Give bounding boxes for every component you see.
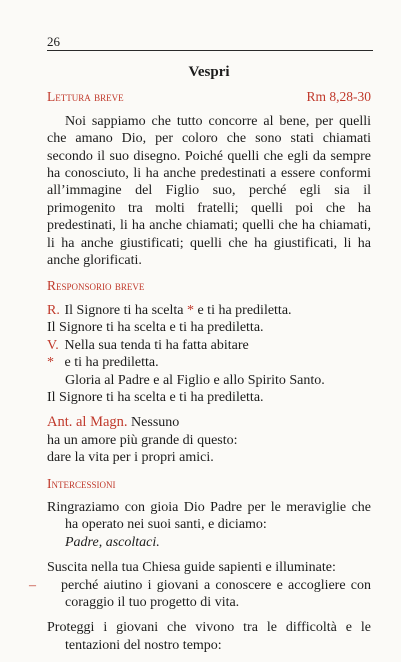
responsorio-line-3-text: Nella sua tenda ti ha fatta abitare (64, 337, 249, 353)
antifona-line-3: dare la vita per i propri amici. (47, 450, 214, 466)
lettura-text: Noi sappiamo che tutto concorre al bene, per quelli che amano Dio, per coloro che sono stati chiamati secondo il suo disegno. Poiché quelli che egli da sempre ha conosciuto, li ha anche predestinati a essere conformi all’immagine del Figlio suo, perché egli sia il primogenito tra molti fratelli; quelli poi che ha predestinati, li ha anche chiamati; quelli che ha chiamati, li ha anche giustificati; quelli che ha giustificati, li ha anche glorificati. (47, 113, 371, 269)
responsorio-line-4-text: e ti ha prediletta. (64, 355, 159, 371)
intercessioni-header (47, 475, 371, 492)
page-content (29, 64, 371, 662)
page-number: 26 (47, 34, 60, 49)
responsorio-text (47, 302, 371, 406)
responsorio-line-1b: e ti ha prediletta. (197, 302, 292, 318)
versicle-symbol: V. (47, 337, 59, 353)
lettura-label: Lettura breve (47, 89, 124, 105)
responsorio-label: Responsorio breve (47, 278, 145, 294)
intercessione-1-response-text: perché aiutino i giovani a conoscere e accogliere con coraggio il tuo progetto di vita. (61, 577, 371, 610)
dash-symbol: – (29, 577, 36, 593)
antifona (47, 414, 371, 466)
header-rule (47, 50, 373, 51)
antifona-line-1-text: Nessuno (131, 415, 180, 431)
intercessioni-response: Padre, ascoltaci. (65, 534, 160, 550)
responsorio-line-1 (47, 302, 371, 319)
responsorio-line-3 (47, 337, 371, 354)
lettura-header (47, 88, 371, 105)
responsorio-header (47, 277, 371, 294)
responsorio-line-1a: Il Signore ti ha scelta (64, 302, 184, 318)
intercessioni-intro: Ringraziamo con gioia Dio Padre per le meraviglie che ha operato nei suoi santi, e diciamo: (47, 499, 371, 533)
star-symbol: * (47, 355, 54, 371)
antifona-line-1 (47, 414, 371, 431)
intercessione-2-text: Proteggi i giovani che vivono tra le difficoltà e le tentazioni del nostro tempo: (47, 620, 371, 653)
star-symbol: * (186, 302, 194, 318)
intercessione-1-response (29, 577, 371, 612)
responsorio-line-6: Il Signore ti ha scelta e ti ha prediletta. (47, 389, 264, 405)
responsorio-line-4 (47, 354, 371, 371)
page-title: Vespri (188, 64, 230, 80)
responsorio-line-2: Il Signore ti ha scelta e ti ha prediletta. (47, 320, 264, 336)
response-symbol: R. (47, 302, 60, 318)
intercessioni-intro-block (47, 499, 371, 551)
antifona-label: Ant. al Magn. (47, 414, 128, 431)
lettura-reference: Rm 8,28-30 (306, 89, 371, 105)
intercessione-1-text: Suscita nella tua Chiesa guide sapienti e illuminate: (47, 560, 336, 576)
intercessione-1 (29, 559, 371, 611)
antifona-line-2: ha un amore più grande di questo: (47, 432, 238, 448)
intercessioni-label: Intercessioni (47, 475, 116, 491)
intercessione-2 (47, 619, 371, 654)
responsorio-line-5: Gloria al Padre e al Figlio e allo Spirito Santo. (65, 372, 325, 388)
